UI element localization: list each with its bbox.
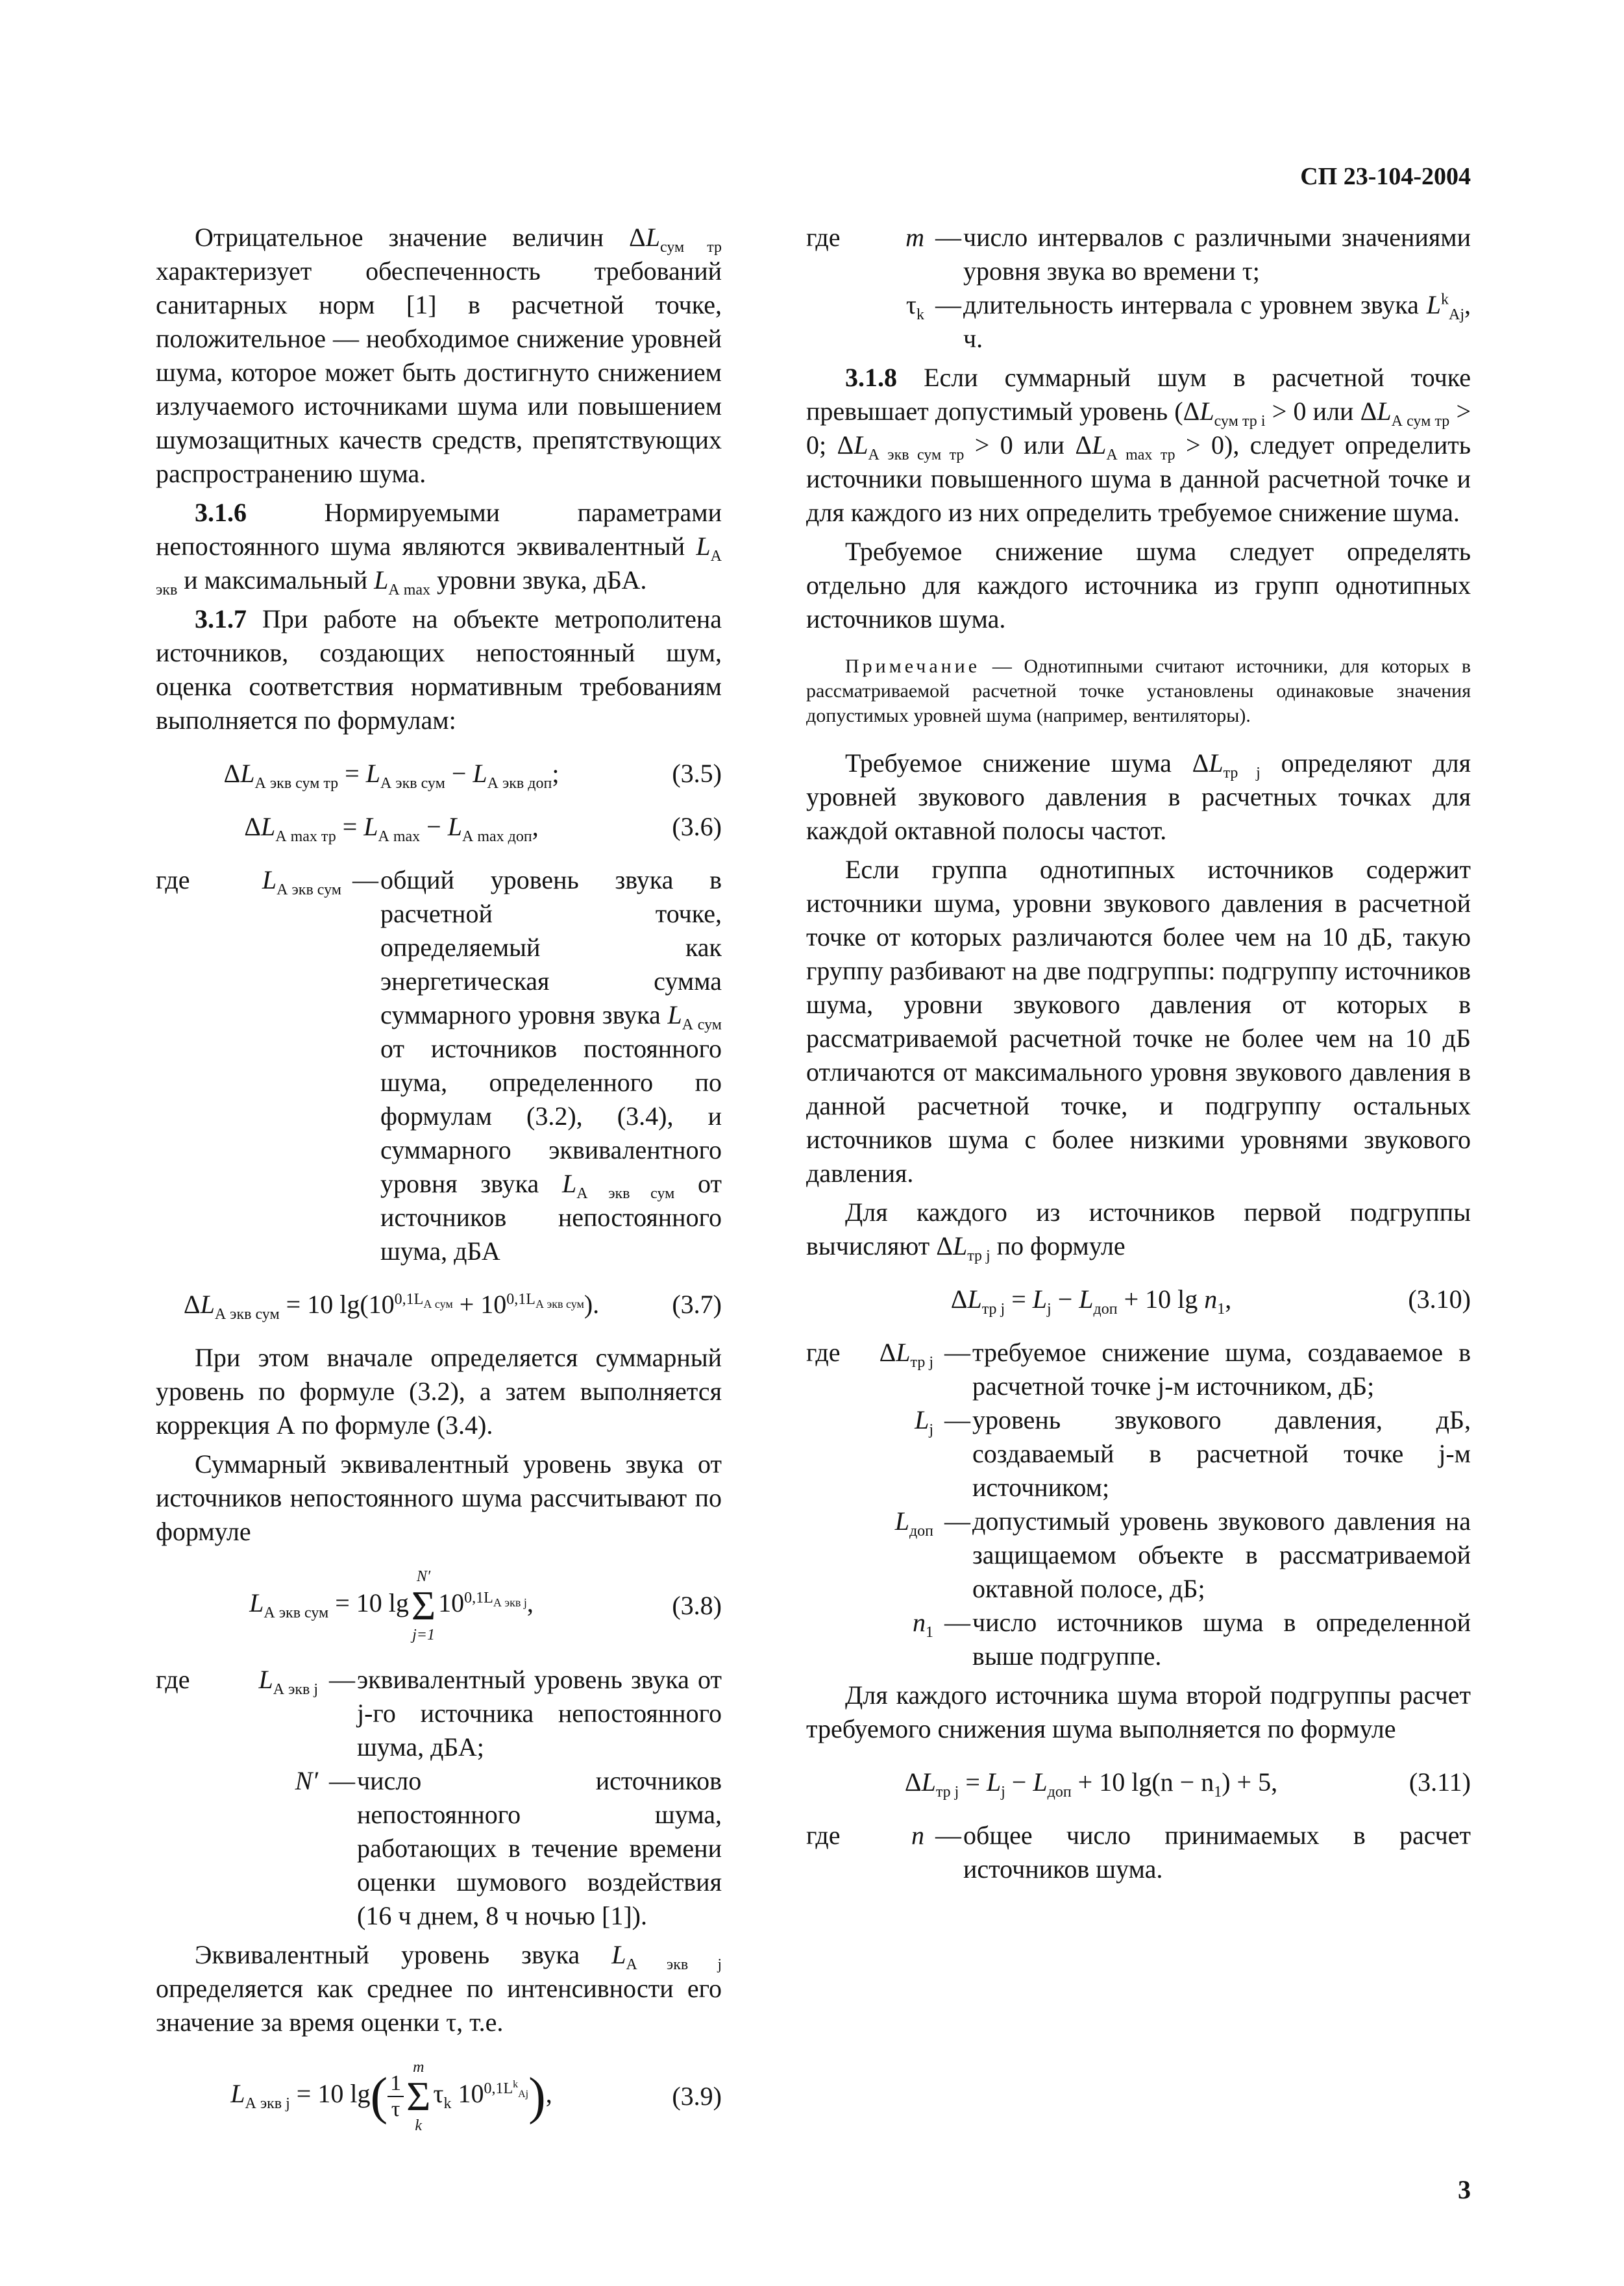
section-number: 3.1.8: [845, 363, 897, 392]
definitions-3-5: где $L_{А экв сум}$ — общий уровень звука в расчетной точке, определяемый как энергетическая сумма суммарного уровня звука $L_{А сум}$ от источников постоянного шума, определенного по формулам (3.2), (3.4), и суммарного эквивалентного уровня звука $L_{А экв сум}$ от источников непостоянного шума, дБА: [156, 865, 722, 1266]
paragraph-negative-value: Отрицательное значение величин $\Delta L_{сум тр}$ характеризует обеспеченность требований санитарных норм [1] в расчетной точке, положительное — необходимое снижение уровней шума, которое может быть достигнуто снижением излучаемого источниками шума или повышением шумозащитных качеств средств, препятствующих распространению шума.: [156, 223, 722, 488]
section-number: 3.1.7: [195, 604, 247, 633]
formula-3-5: $\Delta L_{А экв сум тр} = L_{А экв сум} - L_{А экв доп}$; (3.5): [156, 757, 722, 791]
formula-number: (3.6): [672, 812, 722, 841]
formula-3-11: $\Delta L_{тр j} = L_j - L_{доп} + 10$ $\lg(n - n_1) + 5$, (3.11): [806, 1765, 1471, 1799]
note: Примечание — Однотипными считают источники, для которых в рассматриваемой расчетной точке установлены одинаковые значения допустимых уровней шума (например, вентиляторы).: [806, 656, 1471, 726]
definitions-3-11: где n — общее число принимаемых в расчет источников шума.: [806, 1821, 1471, 1884]
section-3-1-7: 3.1.7 При работе на объекте метрополитена источников, создающих непостоянный шум, оценка соответствия нормативным требованиям выполняется по формулам:: [156, 604, 722, 735]
page-number: 3: [1458, 2175, 1471, 2204]
paragraph-subgroups: Если группа однотипных источников содержит источники шума, уровни звукового давления в расчетной точке от которых различаются более чем на 10 дБ, такую группу разбивают на две подгруппы: подгруппу источников шума, уровни звукового давления от которых в рассматриваемой расчетной точке не более чем на 10 дБ отличаются от максимального уровня звукового давления в данной расчетной точке, и подгруппу остальных источников шума с более низкими уровнями звукового давления.: [806, 855, 1471, 1188]
formula-3-8: $L_{А экв сум} = 10$ lg N′ Σ j=1 $10^{0,1L_{А экв j}}$, (3.8): [249, 1568, 722, 1643]
definitions-3-10: где $\Delta L_{тр j}$ — требуемое снижение шума, создаваемое в расчетной точке j-м источником, дБ; $L_j$ — уровень звукового давления, дБ, создаваемый в расчетной точке j-м источником; $L_{доп}$ — допустимый уровень звукового давления на защищаемом объекте в рассматриваемой октавной полосе, дБ; $n_1$ — число источников шума в определенной выше подгруппе.: [806, 1338, 1471, 1671]
formula-number: (3.8): [672, 1591, 722, 1620]
formula-number: (3.5): [672, 759, 722, 788]
paragraph-reduction-octave: Требуемое снижение шума $\Delta L_{тр j}$ определяют для уровней звукового давления в расчетных точках для каждой октавной полосы частот.: [806, 748, 1471, 845]
note-label: Примечание: [845, 656, 981, 677]
paragraph-first-sum: При этом вначале определяется суммарный уровень по формуле (3.2), а затем выполняется коррекция А по формуле (3.4).: [156, 1343, 722, 1440]
formula-3-7: $\Delta L_{А экв сум} = 10$ $\lg(10^{0,1L_{А сум}} + 10^{0,1L_{А экв сум}})$. (3.7): [156, 1288, 722, 1321]
paragraph-equivalent-sum: Суммарный эквивалентный уровень звука от источников непостоянного шума рассчитывают по формуле: [156, 1449, 722, 1546]
sum-sign: m Σ k: [406, 2059, 431, 2134]
definitions-3-8: где $L_{А экв j}$ — эквивалентный уровень звука от j-го источника непостоянного шума, дБА; N′ — число источников непостоянного шума, работающих в течение времени оценки шумового воздействия (16 ч днем, 8 ч ночью [1]).: [156, 1665, 722, 1930]
paragraph-first-subgroup: Для каждого из источников первой подгруппы вычисляют $\Delta L_{тр j}$ по формуле: [806, 1198, 1471, 1264]
sum-sign: N′ Σ j=1: [411, 1568, 436, 1643]
formula-number: (3.11): [1409, 1767, 1471, 1797]
section-number: 3.1.6: [195, 498, 247, 527]
section-3-1-8: 3.1.8 Если суммарный шум в расчетной точке превышает допустимый уровень ($\Delta L_{сум тр i} > 0$ или $\Delta L_{А сум тр} > 0$; $\Delta L_{А экв сум тр} > 0$ или $\Delta L_{А max тр} > 0$), следует определить источники повышенного шума в данной расчетной точке и для каждого из них определить требуемое снижение шума.: [806, 363, 1471, 527]
formula-3-6: $\Delta L_{А max тр} = L_{А max} - L_{А max доп}$, (3.6): [156, 810, 722, 844]
definitions-3-9: где m — число интервалов с различными значениями уровня звука во времени τ; $\tau_k$ — длительность интервала с уровнем звука $L^k_{Aj}$, ч.: [806, 223, 1471, 353]
paragraph-required-reduction: Требуемое снижение шума следует определять отдельно для каждого источника из групп однотипных источников шума.: [806, 537, 1471, 633]
paragraph-equivalent-level: Эквивалентный уровень звука $L_{А экв j}$ определяется как среднее по интенсивности его значение за время оценки τ, т.е.: [156, 1940, 722, 2037]
formula-3-10: $\Delta L_{тр j} = L_j - L_{доп} + 10$ $\lg n_1$, (3.10): [806, 1283, 1471, 1316]
section-3-1-6: 3.1.6 Нормируемыми параметрами непостоянного шума являются эквивалентный $L_{А экв}$ и максимальный $L_{А max}$ уровни звука, дБА.: [156, 498, 722, 598]
formula-number: (3.9): [672, 2082, 722, 2111]
document-code: СП 23-104-2004: [1300, 163, 1471, 190]
fraction: $\frac{1}{\tau}$: [388, 2071, 404, 2122]
formula-number: (3.7): [672, 1290, 722, 1319]
left-column: [156, 221, 722, 2154]
right-column: [806, 221, 1471, 1886]
formula-number: (3.10): [1408, 1284, 1471, 1314]
formula-3-9: $L_{А экв j} = 10$ lg( $\frac{1}{\tau}$ m Σ k $\tau_k$ $10^{0,1L^k_{Aj}}$), (3.9): [230, 2059, 722, 2134]
paragraph-second-subgroup: Для каждого источника шума второй подгруппы расчет требуемого снижения шума выполняется по формуле: [806, 1680, 1471, 1743]
